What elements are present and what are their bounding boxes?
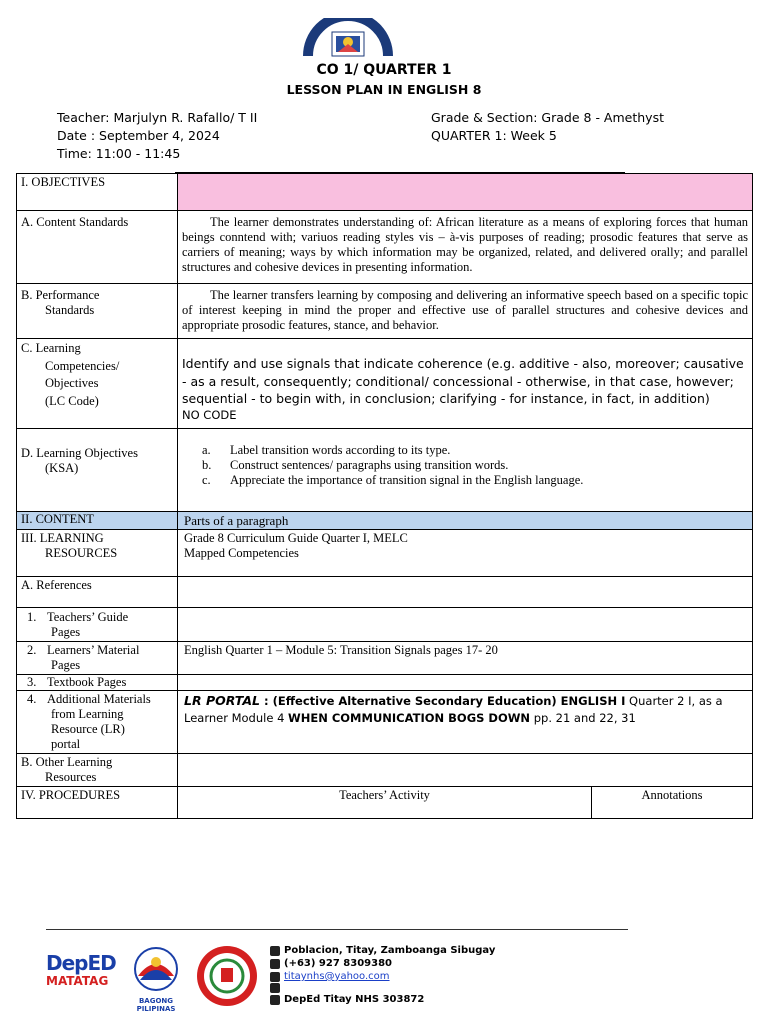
learning-resources-label — [17, 530, 178, 577]
ksa-item — [182, 443, 748, 458]
additional-materials-value — [178, 691, 753, 754]
ksa-item-text: Construct sentences/ paragraphs using transition words. — [230, 458, 509, 472]
lr-value-line1: Grade 8 Curriculum Guide Quarter I, MELC — [184, 531, 408, 545]
ksa-item-text: Appreciate the importance of transition signal in the English language. — [230, 473, 584, 487]
footer-rule — [46, 929, 628, 930]
am-bold-text-2: WHEN COMMUNICATION BOGS DOWN — [288, 711, 531, 725]
performance-standards-text: The learner transfers learning by composing and delivering an informative speech based on a specific topic of interest keeping in mind the proper and effective use of parallel structures and cohesive devices and appropriate prosodic features, stance, and behavior. — [178, 284, 753, 339]
procedures-label: IV. PROCEDURES — [17, 787, 178, 819]
am-number: 4. — [27, 692, 37, 706]
teachers-guide-row — [17, 608, 753, 642]
learning-competencies-row — [17, 339, 753, 429]
phone-line — [270, 957, 495, 970]
learning-competencies-cell — [178, 339, 753, 429]
objectives-header-cell — [178, 174, 753, 211]
ksa-item — [182, 473, 748, 488]
address-line — [270, 944, 495, 957]
lesson-plan-table — [16, 173, 753, 819]
learners-material-label — [17, 642, 178, 675]
lm-label-line1: Learners’ Material — [47, 643, 140, 657]
additional-materials-row — [17, 691, 753, 754]
teachers-activity-header: Teachers’ Activity — [178, 787, 592, 819]
objectives-row — [17, 174, 753, 211]
tb-number: 3. — [27, 675, 37, 689]
additional-materials-label — [17, 691, 178, 754]
phone-icon — [270, 959, 280, 969]
school-contact-info — [270, 944, 495, 1006]
document-subtitle: LESSON PLAN IN ENGLISH 8 — [286, 82, 482, 97]
deped-logo-text: DepED — [46, 951, 116, 975]
learning-resources-row — [17, 530, 753, 577]
email-line — [270, 970, 495, 983]
lr-portal-label: LR PORTAL — [184, 693, 260, 708]
location-pin-icon — [270, 946, 280, 956]
lr-value-line2: Mapped Competencies — [184, 546, 299, 560]
content-standards-row — [17, 211, 753, 284]
deped-seal-logo — [302, 18, 394, 58]
teachers-guide-value — [178, 608, 753, 642]
content-row — [17, 512, 753, 530]
textbook-pages-label — [17, 675, 178, 691]
email-link[interactable]: titaynhs@yahoo.com — [284, 971, 390, 982]
references-label: A. References — [17, 577, 178, 608]
other-resources-row — [17, 754, 753, 787]
references-row — [17, 577, 753, 608]
web-line — [270, 983, 495, 993]
lc-label-line4: (LC Code) — [45, 393, 99, 408]
facebook-line — [270, 993, 495, 1006]
content-value: Parts of a paragraph — [178, 512, 753, 530]
lm-label-line2: Pages — [51, 658, 81, 672]
ksa-label-line2: (KSA) — [45, 461, 79, 475]
ksa-label-line1: D. Learning Objectives — [21, 446, 138, 460]
lc-code: NO CODE — [182, 407, 237, 422]
tg-label-line1: Teachers’ Guide — [47, 610, 129, 624]
content-standards-text: The learner demonstrates understanding of: African literature as a means of exploring forces that human beings conntend with; variuos reading styles vis – à-vis purposes of reading; prosodic features that serve as carriers of meaning; ways by which information may be organized, related, and delivered orally; and parallel structures and cohesive devices in presenting information. — [178, 211, 753, 284]
teacher-info: Teacher: Marjulyn R. Rafallo/ T II — [57, 110, 258, 125]
performance-label-line2: Standards — [45, 303, 95, 317]
am-label-line4: portal — [51, 737, 81, 751]
ksa-item — [182, 458, 748, 473]
bagong-pilipinas-logo — [124, 946, 188, 1013]
learning-objectives-list — [178, 429, 753, 512]
olr-label-line1: B. Other Learning — [21, 755, 113, 769]
lc-label-line2: Competencies/ — [45, 358, 120, 373]
am-bold-text-1: (Effective Alternative Secondary Education) ENGLISH I — [272, 694, 626, 708]
ksa-item-text: Label transition words according to its type. — [230, 443, 451, 457]
ksa-item-marker: b. — [202, 458, 212, 472]
objectives-label: I. OBJECTIVES — [17, 174, 178, 211]
lc-label-line1: C. Learning — [21, 341, 81, 355]
content-standards-label: A. Content Standards — [17, 211, 178, 284]
olr-label-line2: Resources — [45, 770, 97, 784]
other-resources-value — [178, 754, 753, 787]
other-resources-label — [17, 754, 178, 787]
document-title: CO 1/ QUARTER 1 — [316, 62, 452, 78]
quarter-week-info: QUARTER 1: Week 5 — [431, 128, 557, 143]
address-text: Poblacion, Titay, Zamboanga Sibugay — [284, 945, 496, 956]
facebook-icon — [270, 995, 280, 1005]
school-seal-logo — [194, 944, 260, 1008]
phone-text: (+63) 927 8309380 — [284, 958, 392, 969]
ksa-item-marker: c. — [202, 473, 211, 487]
learning-competencies-label — [17, 339, 178, 429]
tb-label: Textbook Pages — [47, 675, 127, 689]
am-label-line1: Additional Materials — [47, 692, 151, 706]
references-value — [178, 577, 753, 608]
email-icon — [270, 972, 280, 982]
am-text-1: Quarter 2 I, as a Learner Module 4 — [184, 694, 723, 725]
learning-objectives-label — [17, 429, 178, 512]
lr-label-line2: RESOURCES — [45, 546, 118, 560]
learners-material-value: English Quarter 1 – Module 5: Transition Signals pages 17- 20 — [178, 642, 753, 675]
lc-label-line3: Objectives — [45, 376, 99, 390]
am-text-2: pp. 21 and 22, 31 — [530, 711, 636, 725]
lr-label-line1: III. LEARNING — [21, 531, 104, 545]
time-info: Time: 11:00 - 11:45 — [57, 146, 181, 161]
learners-material-row — [17, 642, 753, 675]
textbook-pages-row — [17, 675, 753, 691]
ksa-item-marker: a. — [202, 443, 211, 457]
globe-icon — [270, 983, 280, 993]
grade-section-info: Grade & Section: Grade 8 - Amethyst — [431, 110, 664, 125]
learning-resources-value — [178, 530, 753, 577]
bagong-pilipinas-text: BAGONG PILIPINAS — [136, 997, 176, 1013]
am-label-line3: Resource (LR) — [51, 722, 125, 736]
performance-label-line1: B. Performance — [21, 288, 100, 302]
lc-text: Identify and use signals that indicate coherence (e.g. additive - also, moreover; causative - as a result, consequently; conditional/ concessional - otherwise, in that case, however; sequential - to begin with, in conclusion; clarifying - for instance, in fact, in addition) — [182, 356, 744, 406]
matatag-logo-text: MATATAG — [46, 974, 109, 988]
deped-matatag-logo — [46, 952, 118, 1002]
performance-standards-row — [17, 284, 753, 339]
tg-label-line2: Pages — [51, 625, 81, 639]
performance-standards-label — [17, 284, 178, 339]
bagong-pilipinas-emblem-icon — [124, 946, 188, 992]
am-label-line2: from Learning — [51, 707, 124, 721]
teachers-guide-label — [17, 608, 178, 642]
am-colon: : — [260, 694, 273, 708]
facebook-text: DepEd Titay NHS 303872 — [284, 994, 425, 1005]
annotations-header: Annotations — [592, 787, 753, 819]
content-label: II. CONTENT — [17, 512, 178, 530]
tg-number: 1. — [27, 610, 37, 624]
procedures-row — [17, 787, 753, 819]
textbook-pages-value — [178, 675, 753, 691]
date-info: Date : September 4, 2024 — [57, 128, 220, 143]
learning-objectives-row — [17, 429, 753, 512]
lm-number: 2. — [27, 643, 37, 657]
